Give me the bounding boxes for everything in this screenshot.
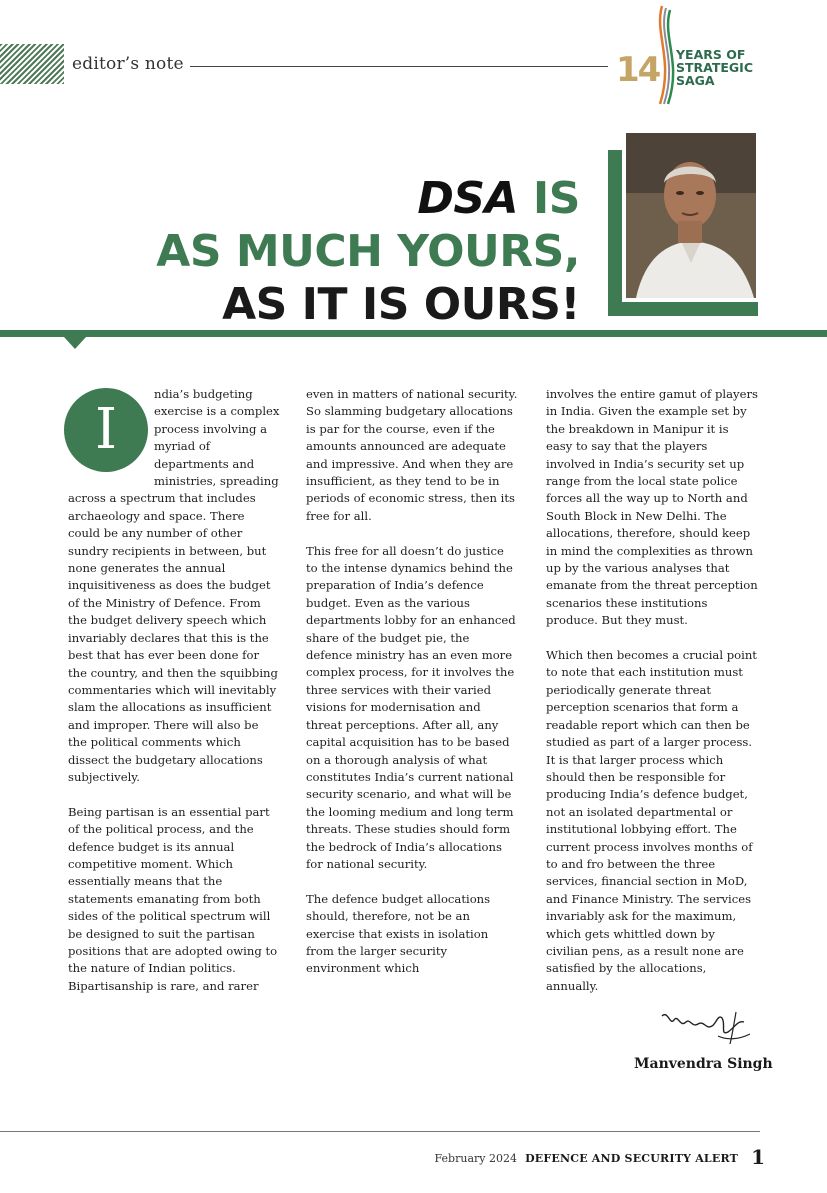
- paragraph: involves the entire gamut of players in India. Given the example set by the breakdown in Manipur it is easy to say that the players involved in India’s security set up range from the local state police forces all the way up to North and South Block in New Delhi. The allocations, therefore, should keep in mind the complexities as thrown up by the various analyses that emanate from the threat perception scenarios these institutions produce. But they must.: [546, 387, 758, 628]
- paragraph-text: ndia’s budgeting exercise is a complex process involving a myriad of departments and ministries, spreading across a spectrum that includes archaeology and space. There could be any number of other sundry recipients in between, but none generates the annual inquisitiveness as does the budget of the Ministry of Defence. From the budget delivery speech which invariably declares that this is the best that has ever been done for the country, and then the squibbing commentaries which will inevitably slam the allocations as insufficient and improper. There will also be the political comments which dissect the budgetary allocations subjectively.: [68, 387, 280, 784]
- article-column-1: [68, 386, 280, 1013]
- logo-line-3: SAGA: [676, 73, 715, 88]
- issue-date: February 2024: [434, 1152, 517, 1165]
- paragraph: [68, 386, 280, 786]
- headline-dsa: DSA: [417, 173, 519, 224]
- section-label: editor’s note: [72, 54, 184, 74]
- article-column-3: [546, 386, 758, 1013]
- headline-line-2: AS MUCH YOURS,: [156, 226, 580, 277]
- logo-line-1: YEARS OF: [676, 47, 746, 62]
- portrait-illustration: [626, 133, 756, 298]
- headline-is: IS: [518, 173, 580, 224]
- header-rule: [190, 66, 608, 67]
- footer-rule: [0, 1131, 760, 1132]
- logo-line-2: STRATEGIC: [676, 60, 754, 75]
- headline-line-3: AS IT IS OURS!: [222, 279, 580, 330]
- photo-frame-bottom: [608, 302, 758, 316]
- logo-number: 14: [616, 50, 660, 90]
- handwritten-signature: [658, 1006, 754, 1048]
- paragraph: Which then becomes a crucial point to note that each institution must periodically generate threat perception scenarios that form a readable report which can then be studied as part of a larger process. It is that larger process which should then be responsible for producing India’s defence budget, not an isolated departmental or institutional lobbying effort. The current process involves months of to and fro between the three services, financial section in MoD, and Finance Ministry. The services invariably ask for the maximum, which gets whittled down by civilian pens, as a result none are satisfied by the allocations, annually.: [546, 648, 757, 993]
- paragraph: This free for all doesn’t do justice to the intense dynamics behind the preparation of India’s defence budget. Even as the various departments lobby for an enhanced share of the budget pie, the defence ministry has an even more complex process, for it involves the three services with their varied visions for modernisation and threat perceptions. After all, any capital acquisition has to be based on a thorough analysis of what constitutes India’s current national security scenario, and what will be the looming medium and long term threats. These studies should form the bedrock of India’s allocations for national security.: [306, 543, 516, 871]
- paragraph: even in matters of national security. So slamming budgetary allocations is par for the course, even if the amounts announced are adequate and impressive. And when they are insufficient, as they tend to be in periods of economic stress, then its free for all.: [306, 387, 518, 523]
- anniversary-logo: [614, 4, 804, 112]
- paragraph: The defence budget allocations should, therefore, not be an exercise that exists in isolation from the larger security environment which: [306, 891, 491, 976]
- divider-pointer: [64, 337, 86, 349]
- publication-name: DEFENCE AND SECURITY ALERT: [525, 1152, 738, 1165]
- author-name: Manvendra Singh: [634, 1056, 773, 1072]
- headline-line-1: [156, 172, 580, 225]
- paragraph: Being partisan is an essential part of the political process, and the defence budget is its annual competitive moment. Which essentially means that the statements emanating from both sides of the political spectrum will be designed to suit the partisan positions that are adopted owing to the nature of Indian politics. Bipartisanship is rare, and rarer: [68, 804, 278, 993]
- headline: [156, 172, 580, 331]
- editor-portrait: [626, 133, 756, 298]
- page-number: 1: [751, 1145, 765, 1169]
- photo-frame-left: [608, 150, 622, 316]
- drop-cap: I: [64, 388, 148, 472]
- hatch-ornament: [0, 44, 64, 84]
- footer: [435, 1143, 765, 1167]
- green-divider-band: [0, 330, 827, 337]
- logo-text: [676, 48, 753, 87]
- article-column-2: [306, 386, 518, 995]
